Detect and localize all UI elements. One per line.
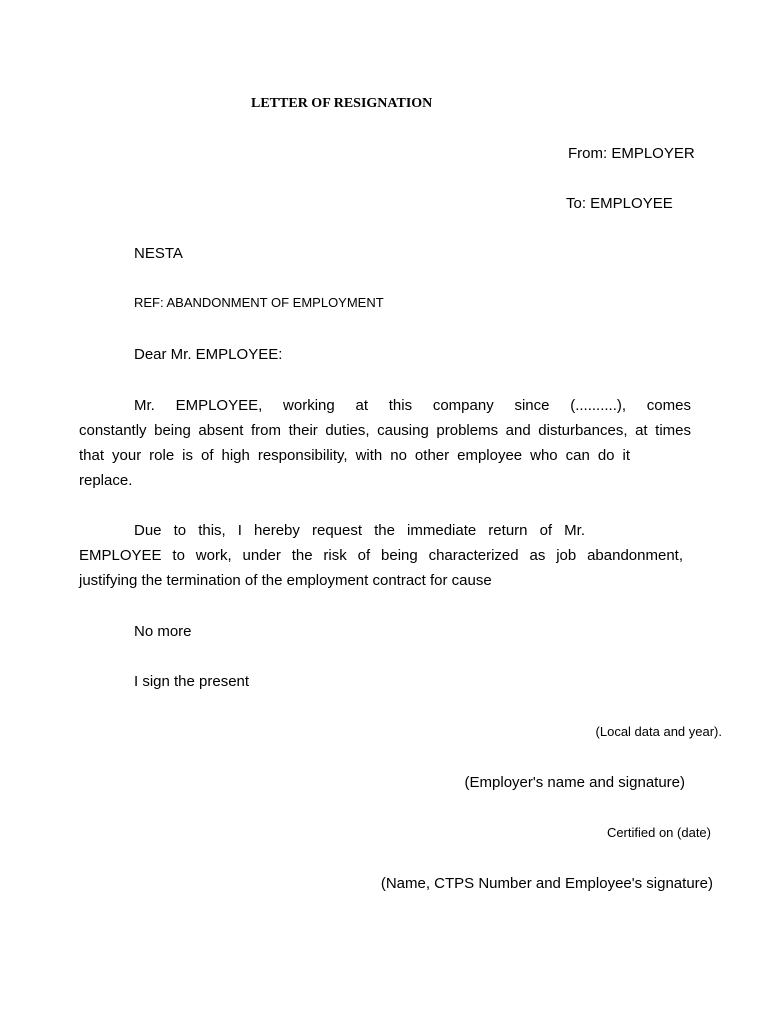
closing-no-more: No more bbox=[134, 623, 192, 640]
paragraph-2 bbox=[79, 518, 683, 593]
paragraph-1 bbox=[79, 393, 691, 493]
to-line: To: EMPLOYEE bbox=[566, 195, 673, 212]
paragraph-1-line: Mr. EMPLOYEE, working at this company since (..........), comes bbox=[134, 397, 691, 414]
closing-sign: I sign the present bbox=[134, 673, 250, 690]
paragraph-2-line: justifying the termination of the employment contract for cause bbox=[79, 572, 492, 589]
from-line: From: EMPLOYER bbox=[568, 145, 695, 162]
local-date-line: (Local data and year). bbox=[595, 724, 722, 739]
paragraph-2-line: EMPLOYEE to work, under the risk of being characterized as job abandonment, bbox=[79, 547, 683, 564]
paragraph-1-line: replace. bbox=[79, 472, 133, 489]
reference-line: REF: ABANDONMENT OF EMPLOYMENT bbox=[134, 295, 384, 310]
certified-line: Certified on (date) bbox=[606, 825, 711, 840]
paragraph-2-line: Due to this, I hereby request the immediate return of Mr. bbox=[134, 522, 585, 539]
paragraph-1-line: constantly being absent from their duties, causing problems and disturbances, at times bbox=[79, 422, 691, 439]
company-name: NESTA bbox=[134, 245, 183, 262]
paragraph-1-line: that your role is of high responsibility, with no other employee who can do it bbox=[79, 447, 630, 464]
employee-signature-line: (Name, CTPS Number and Employee's signature) bbox=[380, 875, 713, 892]
employer-signature-line: (Employer's name and signature) bbox=[464, 774, 685, 791]
letter-title: LETTER OF RESIGNATION bbox=[251, 96, 433, 111]
salutation: Dear Mr. EMPLOYEE: bbox=[134, 346, 283, 363]
